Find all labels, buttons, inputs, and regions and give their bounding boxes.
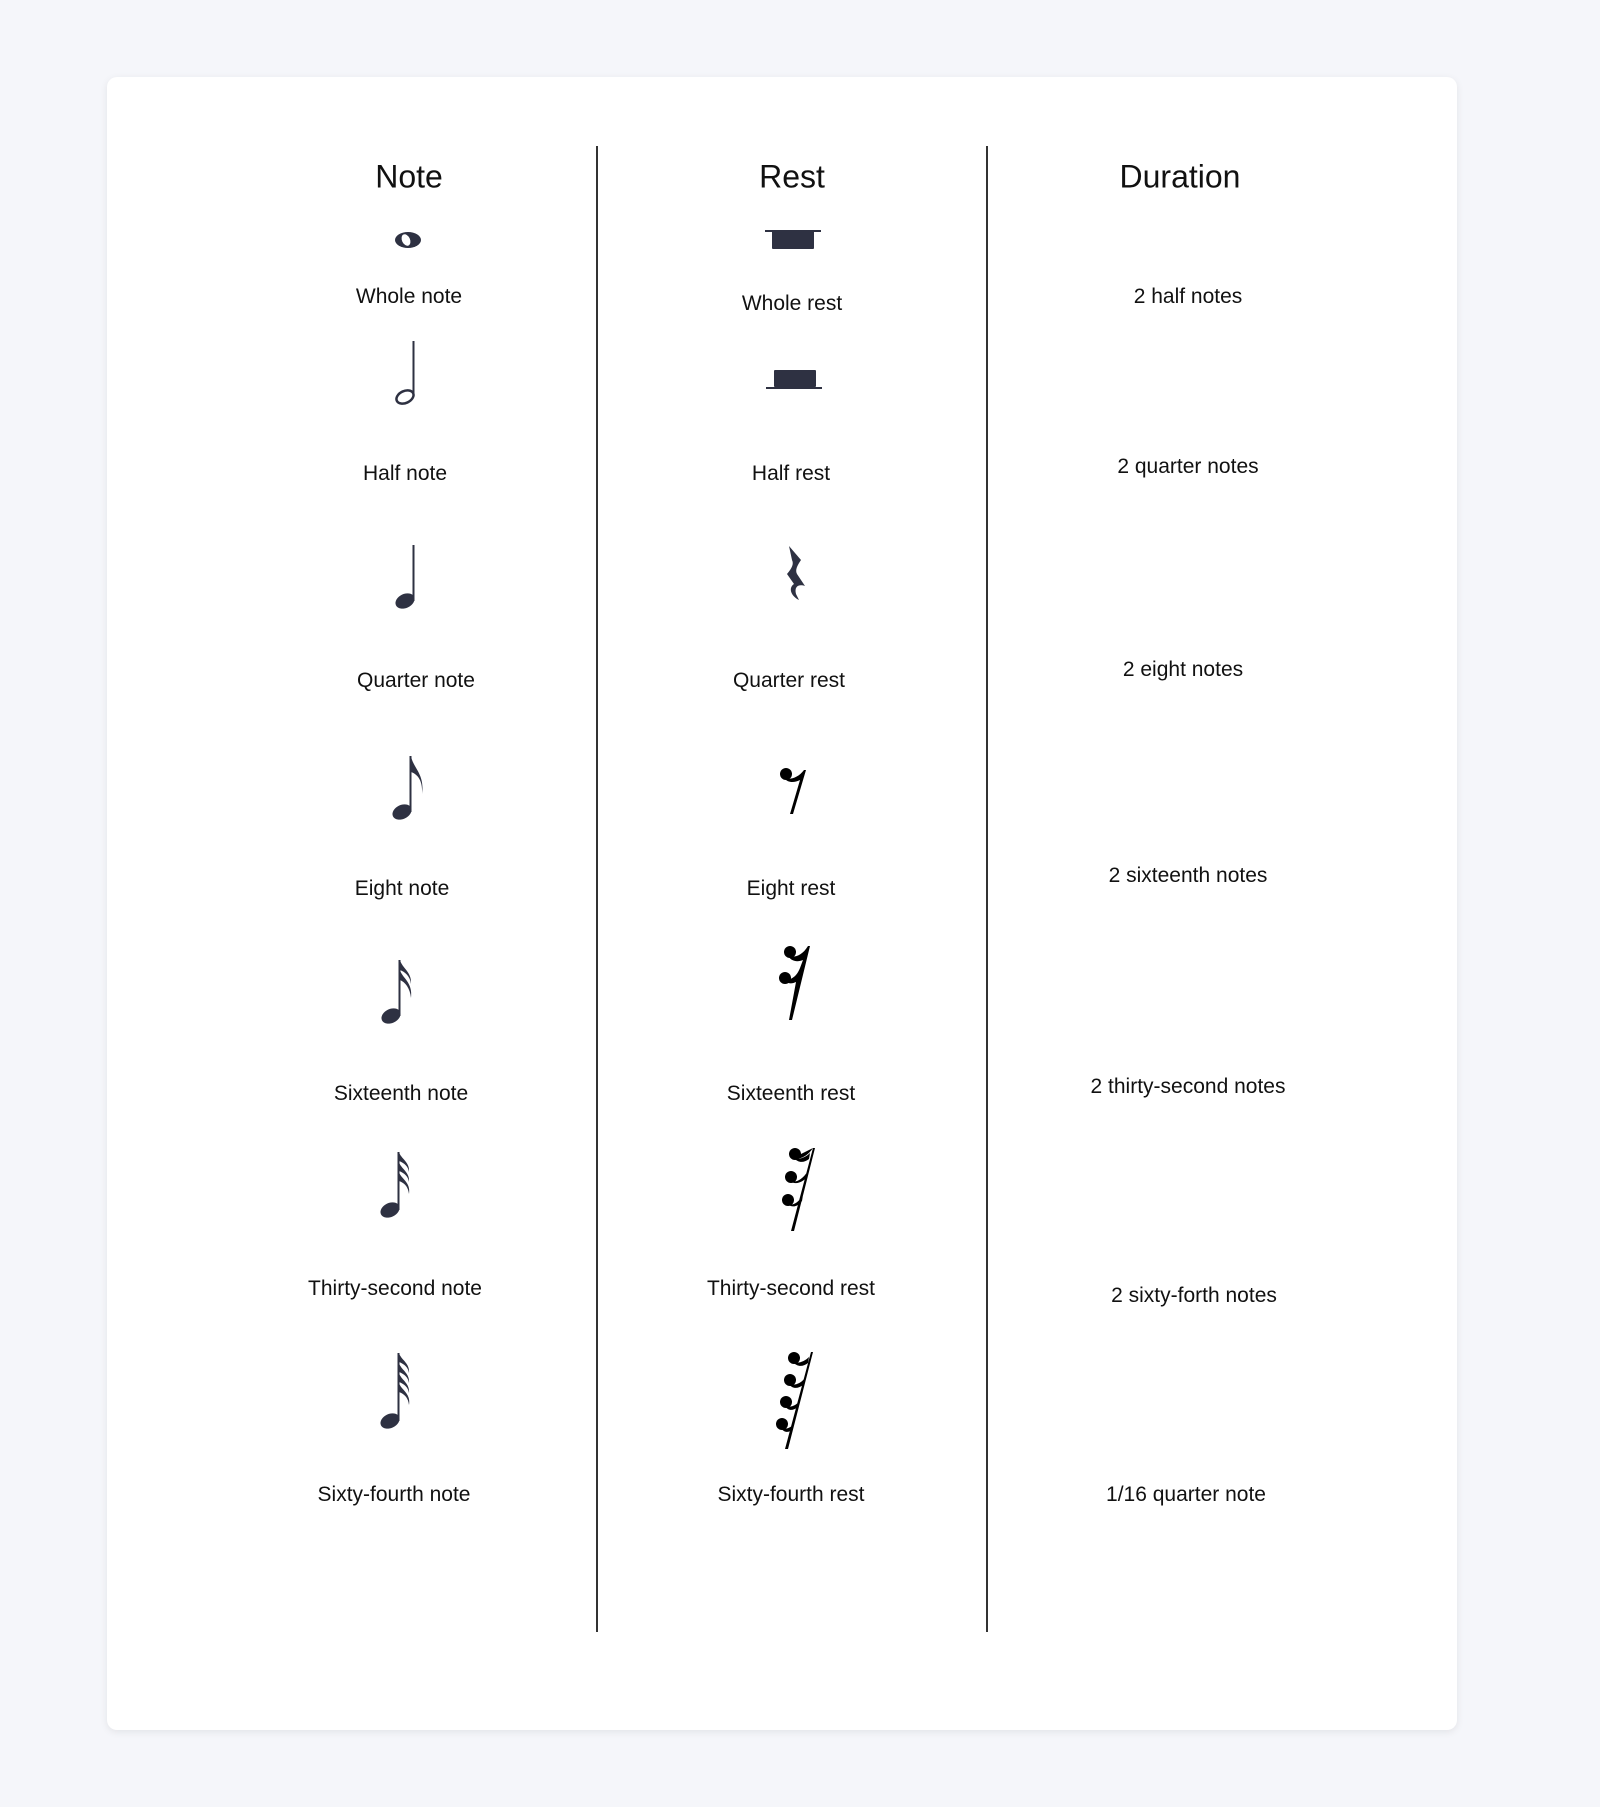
rest-label: Eight rest [746,877,836,900]
duration-label: 1/16 quarter note [1106,1483,1266,1506]
duration-label: 2 sixty-forth notes [1111,1284,1277,1307]
eighth-rest-icon [776,764,810,818]
header-rest: Rest [759,158,825,195]
note-label: Sixteenth note [333,1082,469,1105]
column-divider [596,146,598,1632]
quarter-rest-icon [780,544,810,604]
sixteenth-rest-icon [776,942,816,1024]
rest-label: Sixty-fourth rest [717,1483,865,1506]
note-label: Half note [362,462,448,485]
half-note-icon [390,337,430,407]
duration-label: 2 thirty-second notes [1090,1075,1286,1098]
note-label: Sixty-fourth note [317,1483,471,1506]
note-label: Whole note [355,285,463,308]
thirty-second-note-icon [378,1150,418,1220]
note-label: Thirty-second note [308,1277,482,1300]
thirty-second-rest-icon [780,1145,820,1235]
sixteenth-note-icon [379,956,419,1026]
sixty-fourth-rest-icon [773,1349,817,1453]
duration-label: 2 eight notes [1122,658,1244,681]
rest-label: Whole rest [741,292,843,315]
sixty-fourth-note-icon [378,1351,418,1431]
duration-label: 2 half notes [1133,285,1243,308]
note-label: Quarter note [357,669,475,692]
whole-rest-icon [763,228,823,252]
rest-label: Quarter rest [732,669,846,692]
rest-label: Half rest [751,462,831,485]
column-divider [986,146,988,1632]
whole-note-icon [393,230,423,250]
duration-label: 2 sixteenth notes [1108,864,1268,887]
header-duration: Duration [1119,158,1241,195]
rest-label: Sixteenth rest [726,1082,856,1105]
eighth-note-icon [390,752,430,822]
header-note: Note [375,158,443,195]
duration-label: 2 quarter notes [1117,455,1259,478]
rest-label: Thirty-second rest [706,1277,876,1300]
note-label: Eight note [354,877,450,900]
half-rest-icon [764,368,824,392]
quarter-note-icon [390,541,430,611]
